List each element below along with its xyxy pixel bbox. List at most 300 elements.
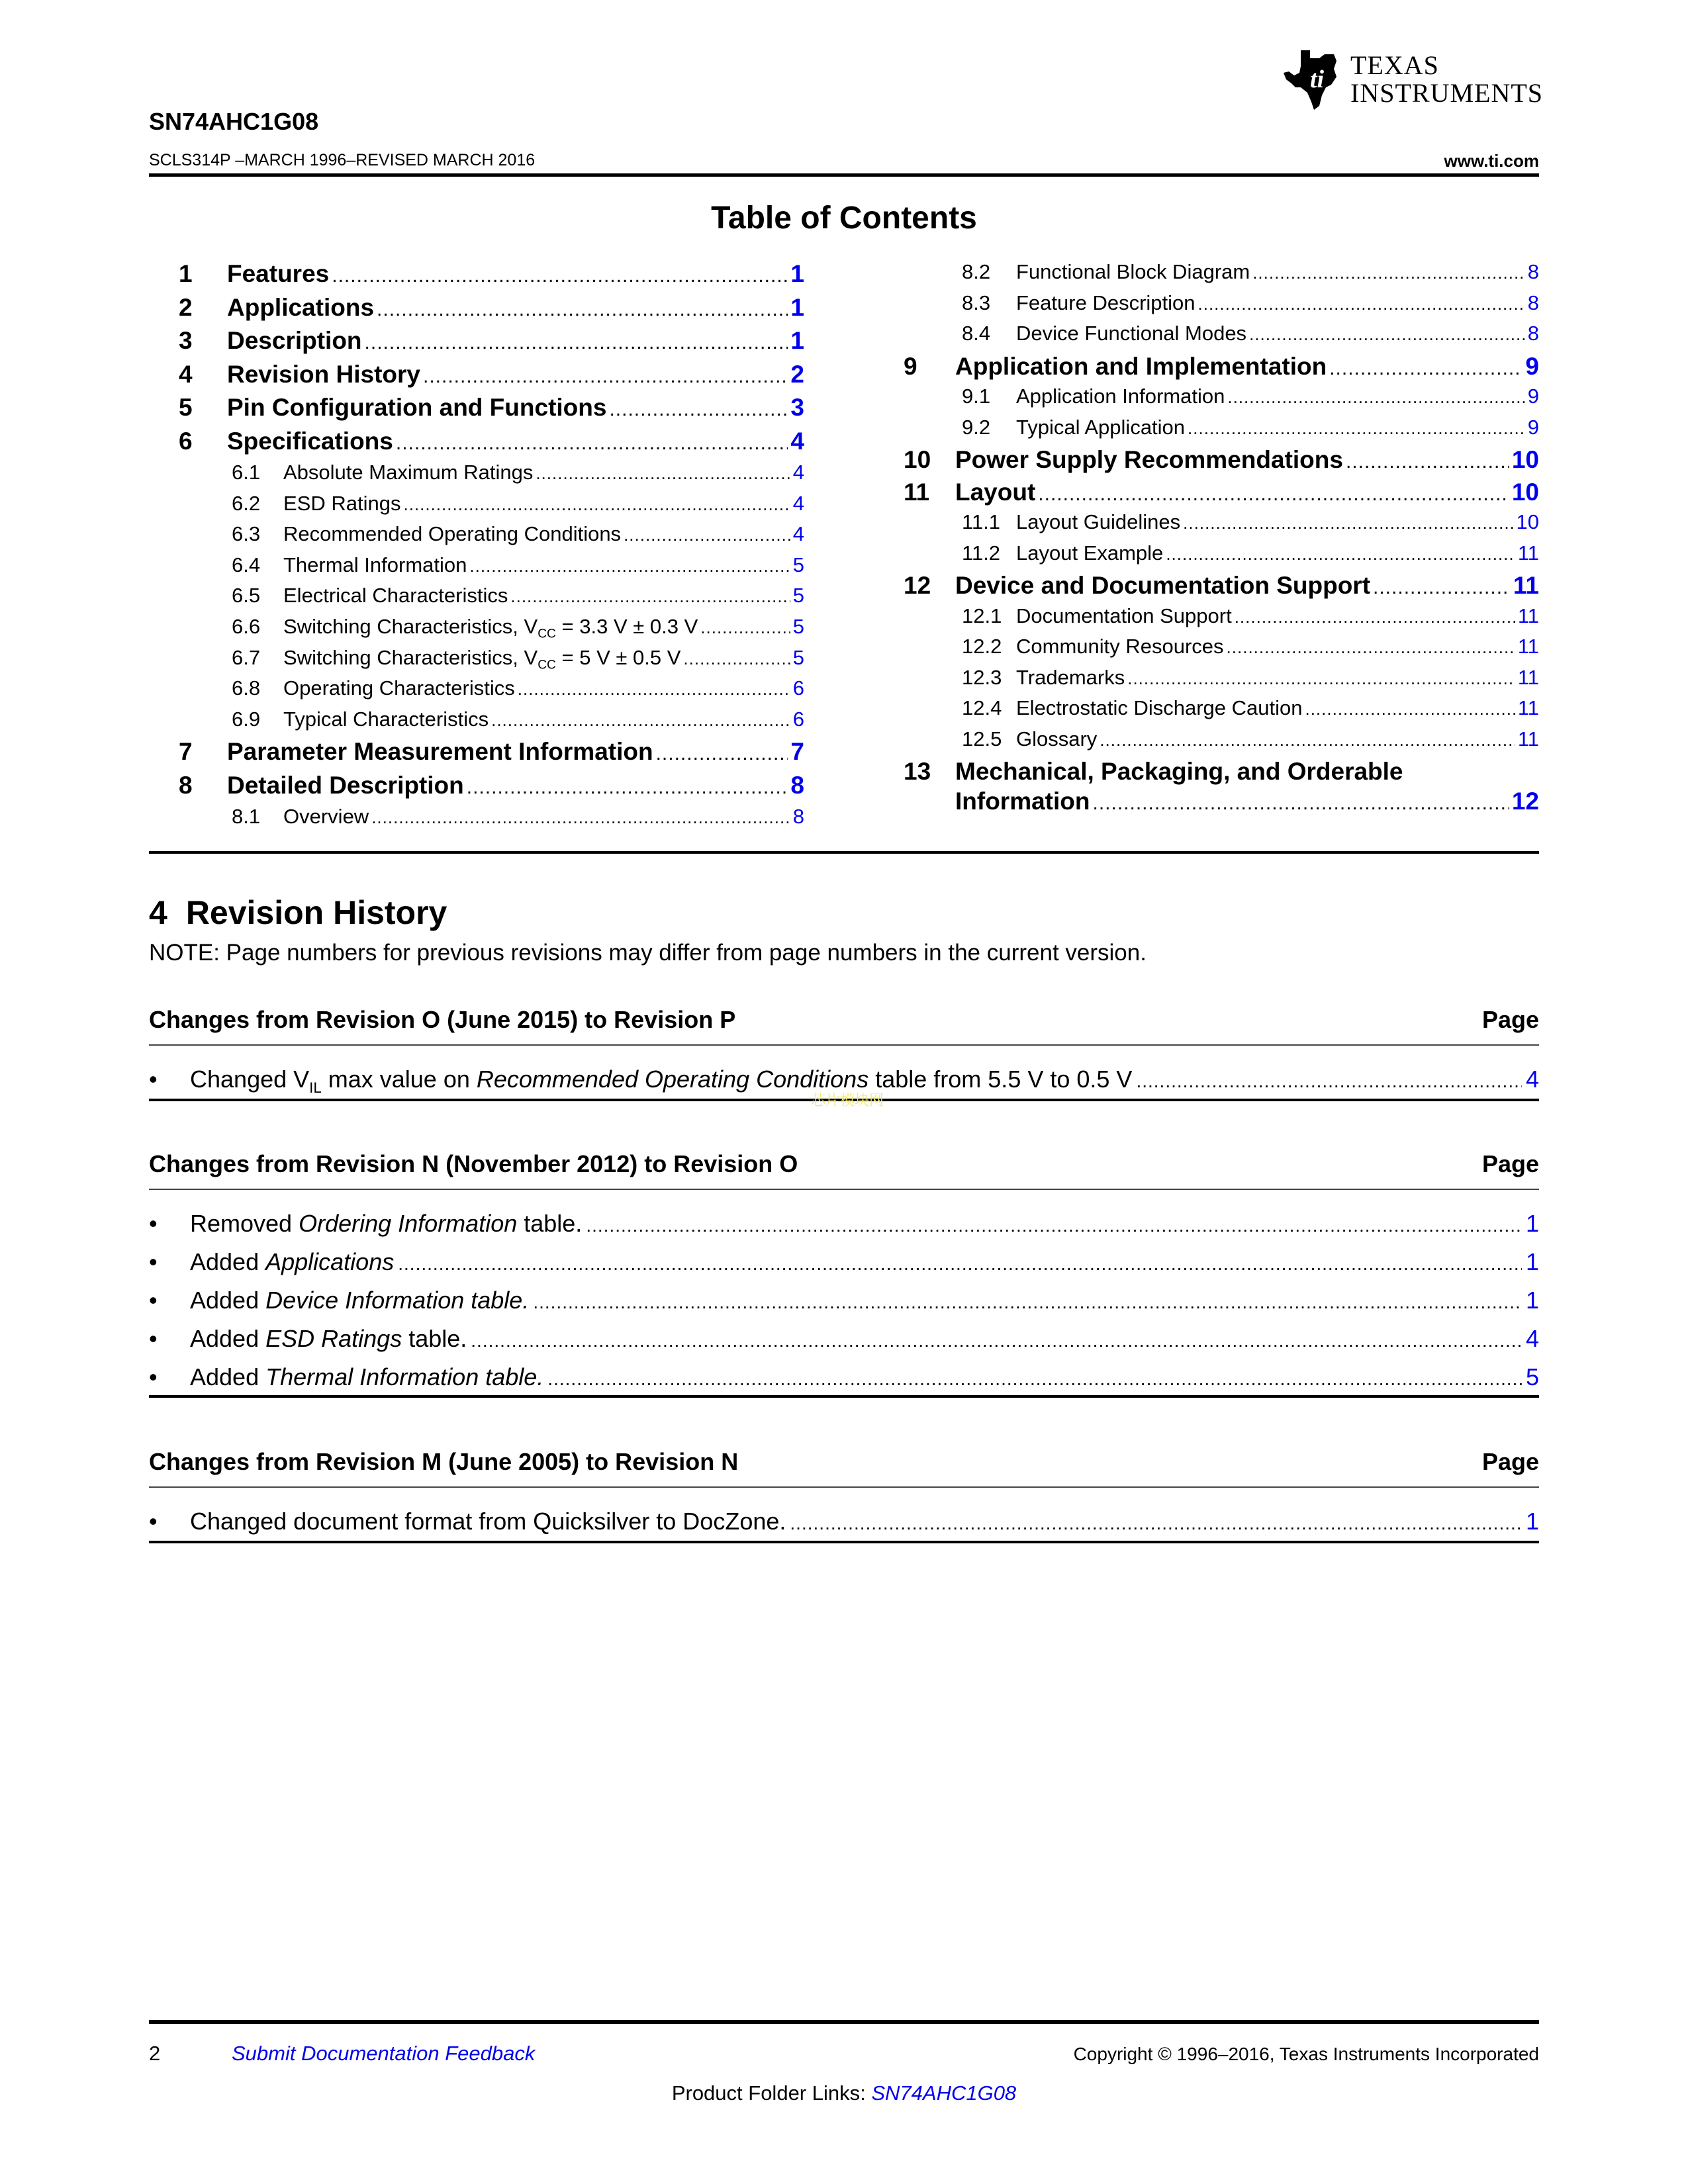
toc-entry-label	[1016, 260, 1250, 284]
toc-entry-label	[1016, 541, 1163, 565]
toc-entry-number: 13	[904, 758, 931, 785]
toc-page-link[interactable]: 12	[1511, 788, 1539, 815]
toc-page-link[interactable]: 4	[790, 427, 804, 455]
toc-page-link[interactable]: 5	[792, 553, 804, 576]
toc-entry-label-text: Switching Characteristics, V	[283, 645, 538, 669]
revision-note: NOTE: Page numbers for previous revisions may differ from page numbers in the current version.	[149, 940, 1147, 966]
toc-entry-label-tail: = 5 V ± 0.5 V	[555, 645, 681, 669]
toc-entry[interactable]	[179, 772, 804, 805]
toc-page-link[interactable]: 5	[792, 645, 804, 669]
change-text-pre: Added	[190, 1363, 266, 1390]
change-dot-leader	[790, 1513, 1522, 1534]
toc-entry[interactable]	[232, 676, 804, 707]
toc-entry-label	[1016, 416, 1185, 439]
change-text-italic: ESD Ratings	[265, 1325, 402, 1352]
toc-page-link[interactable]: 3	[790, 394, 804, 421]
toc-page-link[interactable]: 1	[790, 327, 804, 354]
bullet-icon: •	[149, 1248, 158, 1275]
toc-entry-label-text: Revision History	[227, 360, 420, 388]
toc-entry-label	[1016, 635, 1224, 659]
toc-entry[interactable]	[962, 666, 1539, 696]
toc-entry-label-text: Electrostatic Discharge Caution	[1016, 696, 1303, 719]
toc-dot-leader	[1329, 357, 1523, 380]
toc-entry-label-text: Features	[227, 260, 330, 287]
toc-entry[interactable]	[232, 461, 804, 491]
toc-entry-subscript: CC	[538, 627, 556, 641]
toc-page-link[interactable]: 5	[792, 615, 804, 638]
toc-entry-number: 12.2	[962, 635, 1002, 658]
ti-logo-text	[1350, 52, 1543, 107]
revision-change-text	[190, 1066, 1132, 1097]
section-number: 4	[149, 894, 167, 931]
product-folder-links	[0, 2081, 1688, 2105]
toc-entry-number: 6.6	[232, 615, 261, 638]
website-link[interactable]: www.ti.com	[1444, 151, 1539, 171]
toc-dot-leader	[1127, 668, 1515, 689]
toc-entry[interactable]	[962, 322, 1539, 352]
toc-entry-number: 1	[179, 260, 193, 287]
toc-entry-label-text: Community Resources	[1016, 635, 1224, 658]
change-page-link[interactable]: 1	[1525, 1508, 1539, 1535]
change-text-italic: Thermal Information table.	[265, 1363, 544, 1390]
toc-entry-number: 8.4	[962, 322, 991, 345]
toc-entry-label-text: Operating Characteristics	[283, 676, 515, 700]
toc-entry-number: 9.1	[962, 385, 991, 408]
page-column-label: Page	[1481, 1006, 1539, 1033]
toc-entry-number: 12.3	[962, 665, 1002, 689]
change-text-pre: Changed document format from Quicksilver to DocZone.	[190, 1508, 786, 1535]
toc-dot-leader	[377, 298, 788, 321]
revision-change-text	[190, 1287, 529, 1314]
toc-page-link[interactable]: 10	[1516, 510, 1539, 533]
change-dot-leader	[586, 1215, 1522, 1236]
toc-page-link[interactable]: 8	[790, 771, 804, 799]
toc-entry[interactable]	[232, 615, 804, 645]
toc-entry-label	[283, 553, 467, 577]
toc-dot-leader	[1092, 792, 1509, 815]
revision-group-end-rule	[149, 1395, 1539, 1398]
change-page-link[interactable]: 4	[1525, 1066, 1539, 1093]
copyright-text: Copyright © 1996–2016, Texas Instruments Incorporated	[1073, 2044, 1539, 2064]
toc-entry-label-text: Thermal Information	[283, 553, 467, 576]
toc-bottom-rule	[149, 851, 1539, 854]
toc-page-link[interactable]: 4	[792, 461, 804, 484]
toc-entry-label-text: Specifications	[227, 427, 393, 455]
change-text-post: table.	[402, 1325, 467, 1352]
toc-dot-leader	[683, 649, 790, 669]
toc-entry-label-text: Power Supply Recommendations	[955, 446, 1343, 473]
toc-entry-number: 11	[904, 478, 930, 506]
toc-entry-label	[283, 461, 533, 484]
toc-entry-label	[955, 446, 1343, 474]
toc-page-link[interactable]: 8	[1527, 322, 1539, 345]
toc-dot-leader	[624, 525, 790, 545]
toc-entry-number: 3	[179, 327, 193, 354]
toc-page-link[interactable]: 8	[792, 805, 804, 829]
toc-dot-leader	[396, 432, 788, 455]
bullet-icon: •	[149, 1287, 158, 1314]
toc-page-link[interactable]: 10	[1511, 478, 1539, 506]
toc-entry-label-text: Overview	[283, 805, 369, 829]
bullet-icon: •	[149, 1363, 158, 1390]
toc-entry-label	[1016, 510, 1180, 534]
toc-entry-number: 8	[179, 771, 193, 799]
toc-entry[interactable]	[179, 394, 804, 427]
toc-entry-label	[227, 294, 374, 322]
toc-page-link[interactable]: 8	[1527, 291, 1539, 314]
toc-entry-number: 6.5	[232, 584, 261, 608]
toc-dot-leader	[491, 710, 790, 731]
revision-change-text	[190, 1210, 582, 1238]
toc-entry-label	[955, 572, 1370, 600]
toc-entry[interactable]	[904, 353, 1539, 386]
toc-dot-leader	[1183, 513, 1513, 533]
toc-entry-label-text: Layout	[955, 478, 1036, 506]
toc-page-link[interactable]: 8	[1527, 260, 1539, 283]
toc-entry-number: 12.4	[962, 696, 1002, 719]
change-text-subscript: IL	[309, 1079, 322, 1096]
toc-entry[interactable]	[962, 385, 1539, 415]
toc-entry-label-text: Switching Characteristics, V	[283, 615, 538, 638]
toc-entry-label-text: Detailed Description	[227, 771, 464, 799]
toc-entry-label-text: Description	[227, 327, 362, 354]
revision-change-item	[149, 1508, 1539, 1535]
change-dot-leader	[547, 1369, 1522, 1390]
toc-entry-label-text: Layout Guidelines	[1016, 510, 1181, 533]
toc-entry-label-text: Feature Description	[1016, 291, 1196, 314]
toc-dot-leader	[518, 679, 790, 700]
toc-entry-label	[1016, 604, 1232, 628]
toc-entry-subscript: CC	[538, 658, 556, 672]
toc-page-link[interactable]: 4	[792, 522, 804, 546]
section-heading-revision-history	[149, 893, 447, 932]
toc-heading: Table of Contents	[711, 201, 977, 236]
toc-entry-number: 10	[904, 446, 931, 473]
watermark-text: 芯片模块网	[811, 1092, 884, 1109]
change-text-pre: Removed	[190, 1210, 299, 1237]
toc-page-link[interactable]: 10	[1511, 446, 1539, 473]
revision-change-text	[190, 1325, 467, 1353]
toc-page-link[interactable]: 11	[1517, 604, 1539, 627]
toc-entry-number: 6.2	[232, 491, 261, 515]
toc-entry-label	[1016, 666, 1125, 690]
toc-entry-number: 6.3	[232, 522, 261, 546]
toc-entry[interactable]	[962, 416, 1539, 446]
toc-entry[interactable]	[232, 522, 804, 553]
toc-entry-number: 12	[904, 572, 931, 599]
toc-entry[interactable]	[904, 572, 1539, 605]
ti-texas-logo-icon	[1281, 46, 1344, 113]
toc-entry[interactable]	[904, 758, 1539, 786]
toc-entry-label	[283, 707, 489, 731]
toc-dot-leader	[423, 365, 788, 388]
bullet-icon: •	[149, 1210, 158, 1237]
product-folder-link[interactable]: SN74AHC1G08	[871, 2081, 1017, 2105]
toc-entry-label-text: Layout Example	[1016, 541, 1164, 565]
toc-dot-leader	[1227, 637, 1515, 658]
toc-entry-label-text: Glossary	[1016, 727, 1098, 751]
toc-dot-leader	[1166, 544, 1515, 565]
toc-entry-label-tail: = 3.3 V ± 0.3 V	[555, 615, 698, 638]
toc-entry-label	[227, 394, 606, 422]
revision-group-header	[149, 1448, 1539, 1476]
toc-entry-number: 11.1	[962, 510, 1001, 533]
toc-entry-number: 6.9	[232, 707, 261, 731]
toc-page-link[interactable]: 11	[1517, 727, 1539, 751]
toc-dot-leader	[371, 807, 790, 828]
toc-entry[interactable]	[962, 696, 1539, 727]
revision-group-header	[149, 1006, 1539, 1034]
toc-entry[interactable]	[232, 492, 804, 522]
logo-line-1: TEXAS	[1350, 50, 1439, 80]
toc-entry-label	[227, 738, 653, 766]
toc-page-link[interactable]: 11	[1513, 572, 1539, 599]
toc-page-link[interactable]: 11	[1517, 635, 1539, 658]
toc-entry-label-text: Device Functional Modes	[1016, 322, 1247, 345]
toc-entry-label-text: Electrical Characteristics	[283, 584, 508, 608]
change-text-pre: Added	[190, 1287, 266, 1314]
toc-entry[interactable]	[904, 446, 1539, 479]
toc-entry-label	[283, 805, 369, 829]
toc-dot-leader	[332, 265, 788, 287]
page-column-label: Page	[1481, 1448, 1539, 1475]
revision-group-header-rule	[149, 1044, 1539, 1046]
toc-entry-label	[955, 353, 1327, 381]
toc-entry-label	[1016, 696, 1302, 720]
toc-entry-label-text: Parameter Measurement Information	[227, 738, 653, 766]
toc-entry[interactable]	[962, 604, 1539, 635]
toc-dot-leader	[609, 398, 788, 421]
change-text-italic: Device Information table.	[265, 1287, 530, 1314]
toc-entry-label-text: Device and Documentation Support	[955, 572, 1371, 599]
section-title: Revision History	[185, 894, 447, 931]
toc-entry-label-text: Recommended Operating Conditions	[283, 522, 622, 546]
toc-entry-number: 5	[179, 394, 193, 421]
change-text-italic: Recommended Operating Conditions	[476, 1066, 869, 1093]
toc-entry-label-text: Pin Configuration and Functions	[227, 394, 607, 421]
toc-entry[interactable]	[232, 553, 804, 584]
toc-page-link[interactable]: 9	[1527, 385, 1539, 408]
change-text-mid: max value on	[321, 1066, 477, 1093]
revision-change-text	[190, 1248, 394, 1276]
page-number: 2	[149, 2042, 161, 2065]
toc-entry-label-line2: Information	[955, 788, 1090, 815]
logo-line-2: INSTRUMENTS	[1350, 78, 1544, 108]
revision-group-title: Changes from Revision O (June 2015) to Revision P	[149, 1006, 736, 1033]
toc-entry-number: 6.7	[232, 645, 261, 669]
toc-entry-number: 6.8	[232, 676, 261, 700]
toc-entry-number: 7	[179, 738, 193, 766]
toc-entry-label	[283, 676, 515, 700]
toc-dot-leader	[656, 743, 788, 765]
change-page-link[interactable]: 1	[1525, 1210, 1539, 1237]
change-page-link[interactable]: 5	[1525, 1363, 1539, 1390]
toc-entry-number: 6.1	[232, 461, 261, 484]
toc-entry[interactable]	[179, 260, 804, 293]
toc-entry-label-text: Typical Application	[1016, 415, 1186, 439]
change-dot-leader	[1136, 1071, 1522, 1092]
change-text-post: table from 5.5 V to 0.5 V	[868, 1066, 1133, 1093]
change-dot-leader	[533, 1292, 1522, 1313]
toc-page-link[interactable]: 11	[1517, 696, 1539, 719]
revision-change-item	[149, 1363, 1539, 1391]
toc-entry[interactable]	[179, 428, 804, 461]
revision-group-title: Changes from Revision M (June 2005) to Revision N	[149, 1448, 739, 1475]
toc-dot-leader	[469, 556, 790, 576]
toc-page-link[interactable]: 4	[792, 491, 804, 515]
toc-entry-label-text: Applications	[227, 293, 375, 321]
toc-dot-leader	[1188, 418, 1525, 439]
toc-dot-leader	[1100, 730, 1515, 751]
toc-entry-label	[955, 478, 1035, 506]
revision-change-text	[190, 1363, 543, 1391]
toc-entry-label-text: Application Information	[1016, 385, 1225, 408]
toc-entry-number: 4	[179, 360, 193, 388]
toc-entry-label-text: ESD Ratings	[283, 491, 401, 515]
toc-entry[interactable]	[962, 541, 1539, 572]
toc-dot-leader	[365, 332, 788, 354]
toc-page-link[interactable]: 9	[1527, 415, 1539, 439]
toc-dot-leader	[1346, 451, 1509, 473]
bullet-icon: •	[149, 1325, 158, 1352]
bullet-icon: •	[149, 1066, 158, 1093]
toc-entry-number: 12.1	[962, 604, 1002, 627]
toc-page-link[interactable]: 7	[790, 738, 804, 766]
revision-change-item	[149, 1210, 1539, 1238]
toc-dot-leader	[1305, 699, 1515, 719]
toc-page-link[interactable]: 11	[1517, 541, 1539, 565]
toc-page-link[interactable]: 1	[790, 260, 804, 287]
revision-group-header-rule	[149, 1486, 1539, 1488]
toc-entry-label-text: Trademarks	[1016, 665, 1125, 689]
page-column-label: Page	[1481, 1150, 1539, 1177]
toc-entry-label	[227, 260, 329, 288]
change-text-italic: Applications	[265, 1248, 395, 1275]
toc-entry[interactable]	[232, 805, 804, 835]
revision-change-text	[190, 1508, 786, 1535]
change-page-link[interactable]: 1	[1525, 1248, 1539, 1275]
toc-entry-label-text: Functional Block Diagram	[1016, 260, 1250, 283]
toc-entry-number: 8.1	[232, 805, 261, 829]
toc-page-link[interactable]: 2	[790, 360, 804, 388]
toc-entry-label	[283, 522, 621, 546]
toc-dot-leader	[1249, 324, 1525, 345]
toc-dot-leader	[1252, 263, 1525, 283]
change-text-post: table.	[517, 1210, 583, 1237]
revision-change-item	[149, 1287, 1539, 1314]
toc-entry[interactable]	[232, 707, 804, 738]
toc-entry-label-text: Application and Implementation	[955, 352, 1327, 380]
change-dot-leader	[398, 1253, 1522, 1275]
toc-entry-number: 9	[904, 352, 917, 380]
toc-page-link[interactable]: 11	[1517, 665, 1539, 689]
change-dot-leader	[471, 1330, 1522, 1351]
toc-entry-continuation[interactable]	[955, 788, 1539, 821]
bullet-icon: •	[149, 1508, 158, 1535]
toc-entry-label	[227, 428, 393, 455]
toc-entry-label	[1016, 322, 1246, 345]
toc-page-link[interactable]: 1	[790, 293, 804, 321]
product-folder-label: Product Folder Links:	[671, 2081, 872, 2105]
toc-page-link[interactable]: 9	[1525, 352, 1539, 380]
svg-text:ti: ti	[1310, 66, 1325, 93]
toc-entry-number: 6.4	[232, 553, 261, 576]
toc-page-link[interactable]: 6	[792, 676, 804, 700]
toc-entry[interactable]	[962, 510, 1539, 541]
toc-entry-label	[1016, 727, 1097, 751]
toc-entry-label	[283, 584, 508, 608]
toc-page-link[interactable]: 6	[792, 707, 804, 731]
toc-dot-leader	[403, 494, 790, 515]
toc-dot-leader	[510, 586, 790, 607]
toc-dot-leader	[1373, 576, 1511, 599]
submit-feedback-link[interactable]: Submit Documentation Feedback	[232, 2042, 536, 2065]
toc-entry-number: 11.2	[962, 541, 1001, 565]
toc-entry-label	[227, 327, 362, 355]
toc-dot-leader	[1227, 387, 1524, 408]
toc-dot-leader	[1198, 294, 1525, 314]
toc-entry[interactable]	[179, 327, 804, 360]
toc-entry-label: Mechanical, Packaging, and Orderable	[955, 758, 1403, 785]
toc-entry-number: 6	[179, 427, 193, 455]
toc-entry-label	[227, 361, 420, 388]
toc-entry-label-text: Absolute Maximum Ratings	[283, 461, 534, 484]
change-page-link[interactable]: 4	[1525, 1325, 1539, 1352]
change-text-italic: Ordering Information	[299, 1210, 518, 1237]
toc-entry-number: 8.3	[962, 291, 991, 314]
revision-change-item	[149, 1248, 1539, 1276]
toc-dot-leader	[467, 776, 788, 799]
toc-entry[interactable]	[179, 361, 804, 394]
toc-entry-number: 9.2	[962, 415, 991, 439]
toc-entry[interactable]	[962, 291, 1539, 322]
change-text-pre: Changed V	[190, 1066, 310, 1093]
change-text-pre: Added	[190, 1248, 266, 1275]
document-id: SCLS314P –MARCH 1996–REVISED MARCH 2016	[149, 151, 536, 169]
toc-entry[interactable]	[179, 294, 804, 327]
toc-entry[interactable]	[232, 646, 804, 676]
toc-entry[interactable]	[962, 727, 1539, 758]
toc-entry-label	[283, 492, 400, 516]
toc-entry[interactable]	[904, 478, 1539, 512]
toc-entry-label	[1016, 385, 1225, 408]
toc-entry-label	[227, 772, 464, 799]
revision-group-title: Changes from Revision N (November 2012) to Revision O	[149, 1150, 798, 1177]
toc-entry-label	[1016, 291, 1196, 315]
toc-entry-label-text: Documentation Support	[1016, 604, 1232, 627]
toc-entry[interactable]	[179, 738, 804, 771]
revision-group-end-rule	[149, 1541, 1539, 1543]
toc-entry[interactable]	[962, 260, 1539, 291]
header-rule	[149, 173, 1539, 177]
revision-change-item	[149, 1325, 1539, 1353]
toc-dot-leader	[536, 463, 790, 484]
toc-entry-number: 12.5	[962, 727, 1002, 751]
change-page-link[interactable]: 1	[1525, 1287, 1539, 1314]
toc-entry[interactable]	[232, 584, 804, 614]
toc-entry-number: 8.2	[962, 260, 991, 283]
ti-logo	[1281, 46, 1542, 113]
toc-entry[interactable]	[962, 635, 1539, 665]
toc-entry-label	[283, 646, 680, 673]
change-text-pre: Added	[190, 1325, 266, 1352]
toc-dot-leader	[700, 617, 790, 638]
part-number-title: SN74AHC1G08	[149, 108, 319, 135]
toc-dot-leader	[1235, 607, 1515, 627]
toc-page-link[interactable]: 5	[792, 584, 804, 608]
toc-entry-label	[283, 615, 698, 642]
toc-dot-leader	[1038, 483, 1509, 506]
